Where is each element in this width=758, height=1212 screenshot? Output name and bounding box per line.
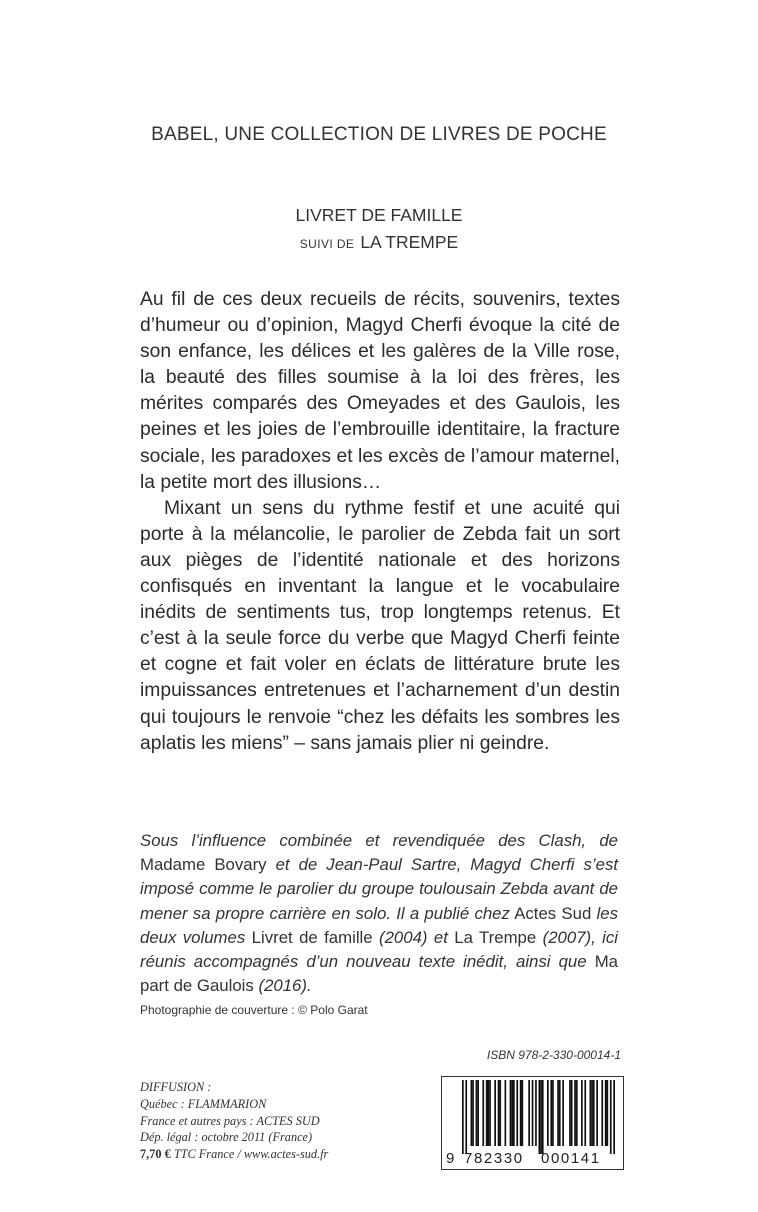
barcode-bar xyxy=(539,1080,541,1154)
summary-paragraph-1: Au fil de ces deux recueils de récits, souvenirs, textes d’humeur ou d’opinion, Magyd Cherfi évoque la cité de son enfance, les délices et les galères de la Ville rose, la beauté des filles soumise à la loi des frères, les mérites comparés des Omeyades et des Gaulois, les peines et les joies de l’embrouille identitaire, la fracture sociale, les paradoxes et les excès de l’amour maternel, la petite mort des illusions… xyxy=(140,289,620,493)
title-connector: SUIVI DE xyxy=(299,237,355,251)
isbn-label: ISBN 978-2-330-00014-1 xyxy=(486,1048,621,1062)
barcode-bar xyxy=(547,1080,549,1146)
price: 7,70 € xyxy=(140,1147,171,1162)
collection-heading: BABEL, UNE COLLECTION DE LIVRES DE POCHE xyxy=(151,124,607,145)
barcode-bar xyxy=(569,1080,571,1146)
barcode-bar xyxy=(477,1080,479,1146)
bio-part: (2007), ici réunis accompagnés d’un nouveau texte inédit, ainsi que xyxy=(140,927,619,972)
bio-part: les deux volumes xyxy=(140,903,618,947)
barcode-group-2: 000141 xyxy=(541,1150,601,1167)
bio-book-title: La Trempe xyxy=(454,927,537,947)
author-bio xyxy=(140,829,618,998)
book-title: LIVRET DE FAMILLE xyxy=(295,205,463,225)
diffusion-france: France et autres pays : ACTES SUD xyxy=(140,1113,320,1128)
legal-deposit: Dép. légal : octobre 2011 (France) xyxy=(140,1130,313,1145)
barcode-bar xyxy=(581,1080,583,1146)
diffusion-heading: DIFFUSION : xyxy=(140,1080,212,1094)
summary-text xyxy=(140,287,620,757)
barcode-bar xyxy=(513,1080,515,1146)
barcode-bar xyxy=(584,1080,586,1146)
bio-book-title: Madame Bovary xyxy=(140,855,267,875)
barcode-bar xyxy=(476,1080,478,1146)
book-subtitle xyxy=(0,232,758,253)
photo-credit: Photographie de couverture : © Polo Garat xyxy=(140,1003,368,1017)
bio-book-title: Livret de famille xyxy=(251,927,373,947)
barcode-bar xyxy=(590,1080,592,1146)
barcode-bar xyxy=(542,1080,544,1154)
barcode-bar xyxy=(520,1080,522,1146)
barcode-bar xyxy=(540,1080,542,1154)
bio-part: et de Jean-Paul Sartre, Magyd Cherfi s’est imposé comme le parolier du groupe toulousain Zebda avant de mener sa propre carrière en solo. Il a publié chez xyxy=(140,855,618,923)
barcode-bar xyxy=(593,1080,595,1146)
summary-paragraph-2: Mixant un sens du rythme festif et une acuité qui porte à la mélancolie, le parolier de Zebda fait un sort aux pièges de l’identité nationale et des horizons confisqués en inventant la langue et le vocabulaire inédits de sentiments tus, trop longtemps retenus. Et c’est à la seule force du verbe que Magyd Cherfi feinte et cogne et fait voler en éclats de littérature brute les impuissances entretenues et l’acharnement d’un destin qui toujours le renvoie “chez les défaits les sombres les aplatis les miens” – sans jamais plier ni geindre. xyxy=(140,497,620,754)
barcode-bar xyxy=(489,1080,491,1146)
barcode-digits xyxy=(442,1147,623,1167)
bio-part: (2016). xyxy=(253,976,312,996)
barcode-bar xyxy=(557,1080,559,1146)
bio-part: Sous l’influence combinée et revendiquée des Clash, de xyxy=(140,831,618,850)
barcode-bar xyxy=(472,1080,474,1146)
barcode-bar xyxy=(607,1080,609,1146)
bio-part: (2004) et xyxy=(372,927,455,947)
barcode-bar xyxy=(596,1080,598,1146)
barcode-bar xyxy=(522,1080,524,1146)
barcode-bar xyxy=(601,1080,603,1146)
barcode xyxy=(441,1076,624,1170)
diffusion-quebec: Québec : FLAMMARION xyxy=(140,1096,267,1111)
barcode-bar xyxy=(528,1080,530,1146)
barcode-bar xyxy=(494,1080,496,1146)
barcode-lead-digit: 9 xyxy=(446,1150,455,1167)
barcode-bar xyxy=(486,1080,488,1146)
barcode-bar xyxy=(552,1080,554,1146)
barcode-bar xyxy=(462,1080,464,1154)
barcode-bar xyxy=(613,1080,615,1154)
barcode-bar xyxy=(510,1080,512,1146)
barcode-bar xyxy=(465,1080,467,1154)
barcode-bar xyxy=(498,1080,500,1146)
second-title: LA TREMPE xyxy=(360,232,459,252)
price-line xyxy=(140,1146,328,1163)
barcode-bar xyxy=(559,1080,561,1146)
barcode-bar xyxy=(532,1080,534,1146)
barcode-bar xyxy=(576,1080,578,1146)
bio-book-title: Ma part de Gaulois xyxy=(140,952,618,996)
price-line-rest: TTC France / www.actes-sud.fr xyxy=(170,1147,329,1162)
barcode-bar xyxy=(562,1080,564,1146)
barcode-bar xyxy=(516,1080,518,1146)
diffusion-block xyxy=(140,1079,328,1163)
barcode-bar xyxy=(505,1080,507,1146)
barcode-bar xyxy=(511,1080,513,1146)
barcode-bar xyxy=(591,1080,593,1146)
barcode-bar xyxy=(574,1080,576,1146)
barcode-group-1: 782330 xyxy=(464,1150,524,1167)
barcode-bar xyxy=(571,1080,573,1146)
barcode-bar xyxy=(471,1080,473,1146)
bio-publisher: Actes Sud xyxy=(514,903,592,923)
barcode-bar xyxy=(482,1080,484,1146)
barcode-bar xyxy=(499,1080,501,1146)
barcode-bar xyxy=(610,1080,612,1154)
barcode-bar xyxy=(488,1080,490,1146)
barcode-bar xyxy=(605,1080,607,1146)
barcode-bar xyxy=(535,1080,537,1146)
barcode-bar xyxy=(550,1080,552,1146)
